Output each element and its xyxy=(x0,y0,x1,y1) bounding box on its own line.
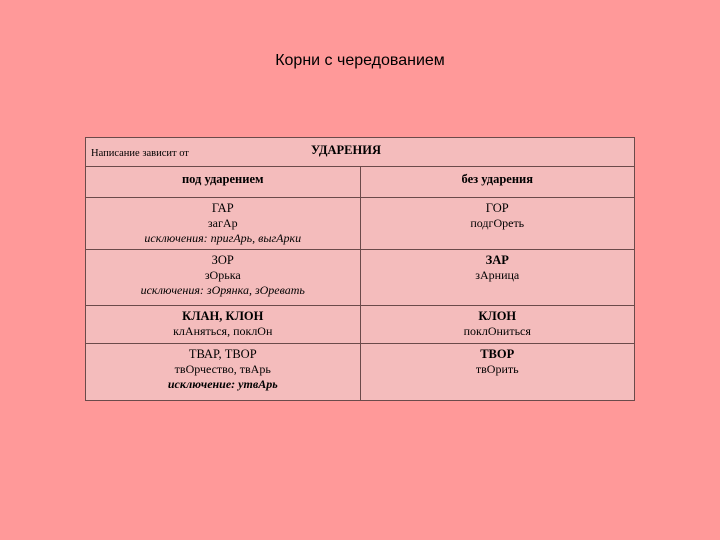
root-text: ГАР xyxy=(211,201,234,215)
header-cell xyxy=(86,138,635,167)
row-cell-unstressed xyxy=(360,198,635,250)
exception-text: исключения: пригАрь, выгАрки xyxy=(144,231,302,245)
row-cell-unstressed xyxy=(360,250,635,306)
root-text: КЛАН, КЛОН xyxy=(182,309,264,323)
root-text: ЗАР xyxy=(485,253,509,267)
column-header-stressed: под ударением xyxy=(86,167,361,198)
row-cell-unstressed xyxy=(360,306,635,344)
header-emphasis: УДАРЕНИЯ xyxy=(311,143,381,157)
root-text: ЗОР xyxy=(211,253,234,267)
roots-table xyxy=(85,137,635,401)
slide-title: Корни с чередованием xyxy=(275,52,445,69)
table-row xyxy=(86,344,635,401)
example-text: твОрчество, твАрь xyxy=(174,362,271,376)
exception-text: исключения: зОрянка, зОревать xyxy=(140,283,305,297)
row-cell-unstressed xyxy=(360,344,635,401)
exception-text: исключение: утвАрь xyxy=(167,377,278,391)
table-row xyxy=(86,306,635,344)
example-text: загАр xyxy=(207,216,238,230)
table-header-row xyxy=(86,138,635,167)
example-text: зАрница xyxy=(475,268,520,282)
example-text: поклОниться xyxy=(463,324,531,338)
root-text: ТВАР, ТВОР xyxy=(188,347,257,361)
root-text: ГОР xyxy=(485,201,509,215)
column-header-unstressed: без ударения xyxy=(360,167,635,198)
row-cell-stressed xyxy=(86,250,361,306)
table-row xyxy=(86,250,635,306)
example-text: твОрить xyxy=(475,362,519,376)
column-headers-row xyxy=(86,167,635,198)
example-text: подгОреть xyxy=(470,216,525,230)
row-cell-stressed xyxy=(86,306,361,344)
row-cell-stressed xyxy=(86,198,361,250)
example-text: зОрька xyxy=(204,268,241,282)
row-cell-stressed xyxy=(86,344,361,401)
root-text: КЛОН xyxy=(478,309,517,323)
root-text: ТВОР xyxy=(480,347,515,361)
table-row xyxy=(86,198,635,250)
example-text: клАняться, поклОн xyxy=(173,324,273,338)
header-label: Написание зависит от xyxy=(91,148,189,159)
